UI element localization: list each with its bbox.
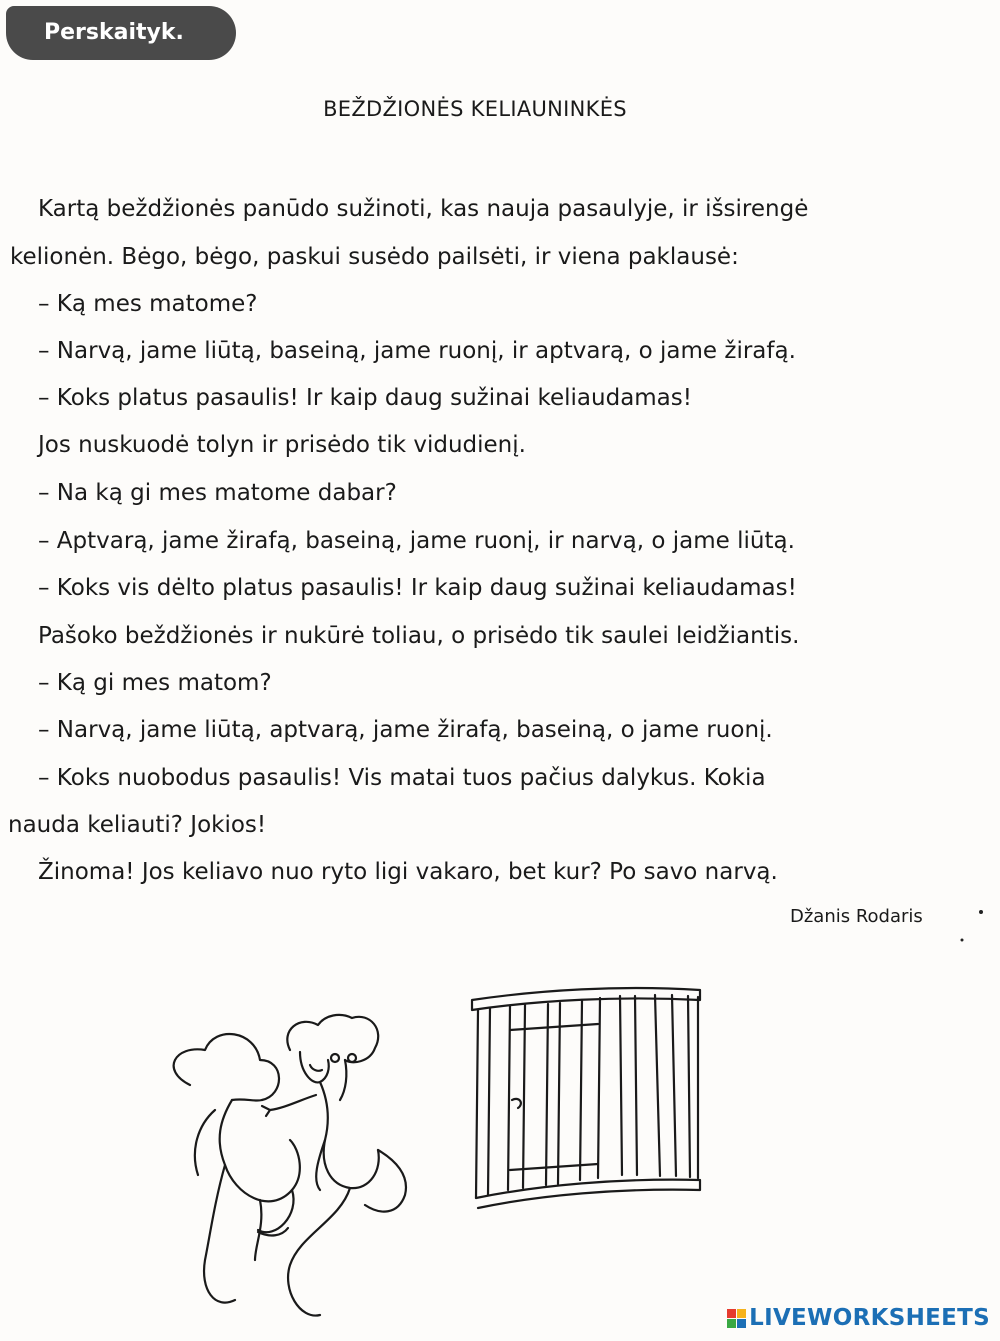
text-line: – Narvą, jame liūtą, baseiną, jame ruonį, ir aptvarą, o jame žirafą.: [38, 338, 796, 364]
text-line: Žinoma! Jos keliavo nuo ryto ligi vakaro, bet kur? Po savo narvą.: [38, 859, 778, 885]
watermark-brand: [727, 1303, 990, 1333]
text-line: Jos nuskuodė tolyn ir prisėdo tik vidudienį.: [38, 432, 526, 458]
monkey-left-drawing: [174, 1034, 300, 1303]
text-line: – Ką gi mes matom?: [38, 670, 272, 696]
author-name: Džanis Rodaris: [790, 906, 923, 927]
text-line: nauda keliauti? Jokios!: [8, 812, 267, 838]
text-line: kelionėn. Bėgo, bėgo, paskui susėdo pailsėti, ir viena paklausė:: [10, 244, 739, 270]
text-line: Kartą beždžionės panūdo sužinoti, kas nauja pasaulyje, ir išsirengė: [38, 196, 809, 222]
section-label: Perskaityk.: [6, 6, 236, 60]
watermark-text: LIVEWORKSHEETS: [749, 1305, 990, 1331]
liveworksheets-logo-icon: [727, 1309, 746, 1328]
cage-drawing: [472, 988, 700, 1208]
text-line: – Ką mes matome?: [38, 291, 258, 317]
text-line: – Koks platus pasaulis! Ir kaip daug sužinai keliaudamas!: [38, 385, 692, 411]
story-title: BEŽDŽIONĖS KELIAUNINKĖS: [323, 97, 627, 121]
text-line: – Aptvarą, jame žirafą, baseiną, jame ruonį, ir narvą, o jame liūtą.: [38, 528, 795, 554]
text-line: – Na ką gi mes matome dabar?: [38, 480, 397, 506]
text-line: Pašoko beždžionės ir nukūrė toliau, o prisėdo tik saulei leidžiantis.: [38, 623, 800, 649]
text-line: – Koks nuobodus pasaulis! Vis matai tuos pačius dalykus. Kokia: [38, 765, 766, 791]
text-line: – Koks vis dėlto platus pasaulis! Ir kaip daug sužinai keliaudamas!: [38, 575, 797, 601]
text-line: – Narvą, jame liūtą, aptvarą, jame žirafą, baseiną, o jame ruonį.: [38, 717, 773, 743]
monkey-right-drawing: [262, 1015, 406, 1316]
